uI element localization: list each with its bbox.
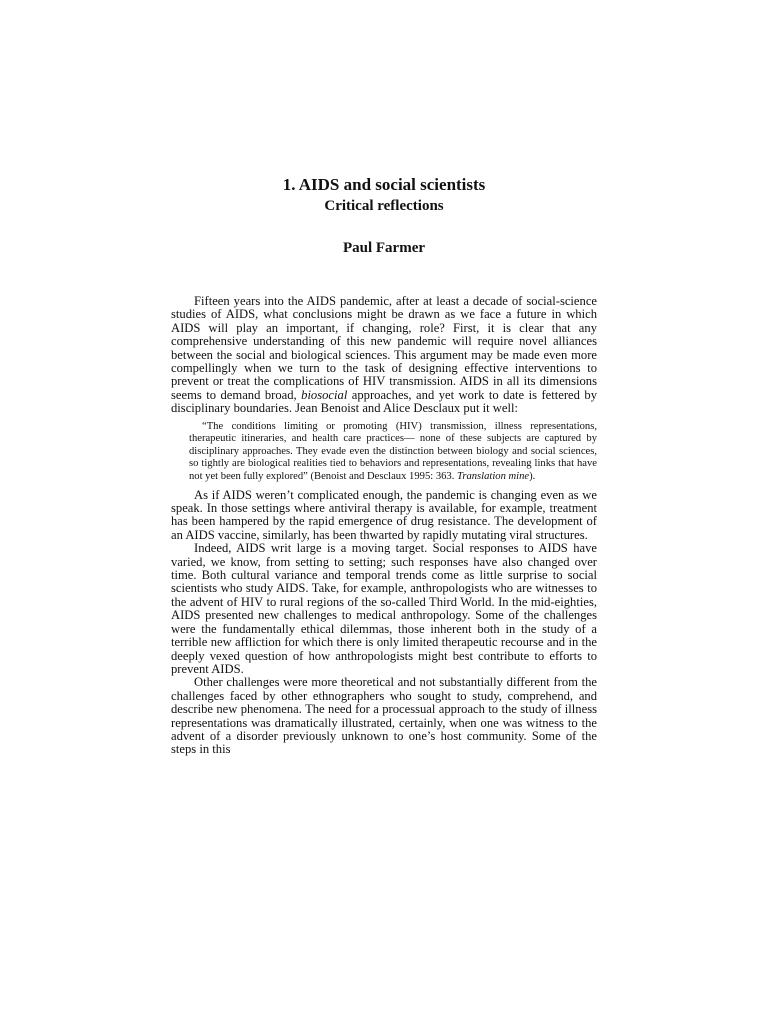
paragraph-2: As if AIDS weren’t complicated enough, the pandemic is changing even as we speak. In those settings where antiviral therapy is available, for example, treatment has been hampered by the rapid emergence of drug resistance. The development of an AIDS vaccine, similarly, has been thwarted by rapidly mutating viral structures. xyxy=(171,487,597,542)
chapter-title: 1. AIDS and social scientists xyxy=(282,175,486,194)
block-quote xyxy=(189,421,597,484)
paragraph-1-italic: biosocial xyxy=(301,387,348,402)
block-quote-italic: Translation mine xyxy=(457,471,530,483)
document-body xyxy=(171,295,597,757)
block-quote-text-b: ). xyxy=(529,471,536,483)
chapter-subtitle: Critical reflections xyxy=(324,198,444,214)
paragraph-1-text-b: approaches, and yet work to date is fettered by disciplinary boundaries. Jean Benoist and Alice Desclaux put it well: xyxy=(171,387,597,416)
document-page xyxy=(171,174,597,757)
paragraph-4: Other challenges were more theoretical and not substantially different from the challenges faced by other ethnographers who sought to study, comprehend, and describe new phenomena. The need for a processual approach to the study of illness representations was dramatically illustrated, certainly, when one was witness to the advent of a disorder previously unknown to one’s host community. Some of the steps in this xyxy=(171,675,597,757)
paragraph-1 xyxy=(171,295,597,416)
paragraph-1-text-a: Fifteen years into the AIDS pandemic, after at least a decade of social-science studies of AIDS, what conclusions might be drawn as we face a future in which AIDS will play an important, if changing, role? First, it is clear that any comprehensive understanding of this new pandemic will require novel alliances between the social and biological sciences. This argument may be made even more compellingly when we turn to the task of designing effective interventions to prevent or treat the complications of HIV transmission. AIDS in all its dimensions seems to demand broad, xyxy=(171,294,597,402)
paragraph-3: Indeed, AIDS writ large is a moving target. Social responses to AIDS have varied, we know, from setting to setting; such responses have also changed over time. Both cultural variance and temporal trends come as little surprise to social scientists who study AIDS. Take, for example, anthropologists who are witnesses to the advent of HIV to rural regions of the so-called Third World. In the mid-eighties, AIDS presented new challenges to medical anthropology. Some of the challenges were the fundamentally ethical dilemmas, those inherent both in the study of a terrible new affliction for which there is only limited therapeutic recourse and in the deeply vexed question of how anthropologists might best contribute to efforts to prevent AIDS. xyxy=(171,541,597,676)
author-name: Paul Farmer xyxy=(342,240,426,256)
block-quote-text-a: “The conditions limiting or promoting (HIV) transmission, illness representations, therapeutic itineraries, and health care practices— none of these subjects are captured by disciplinary approaches. They evade even the distinction between biology and social sciences, so tightly are biological realities tied to behaviors and representations, revealing links that have not yet been fully explored” (Benoist and Desclaux 1995: 363. xyxy=(189,420,597,483)
